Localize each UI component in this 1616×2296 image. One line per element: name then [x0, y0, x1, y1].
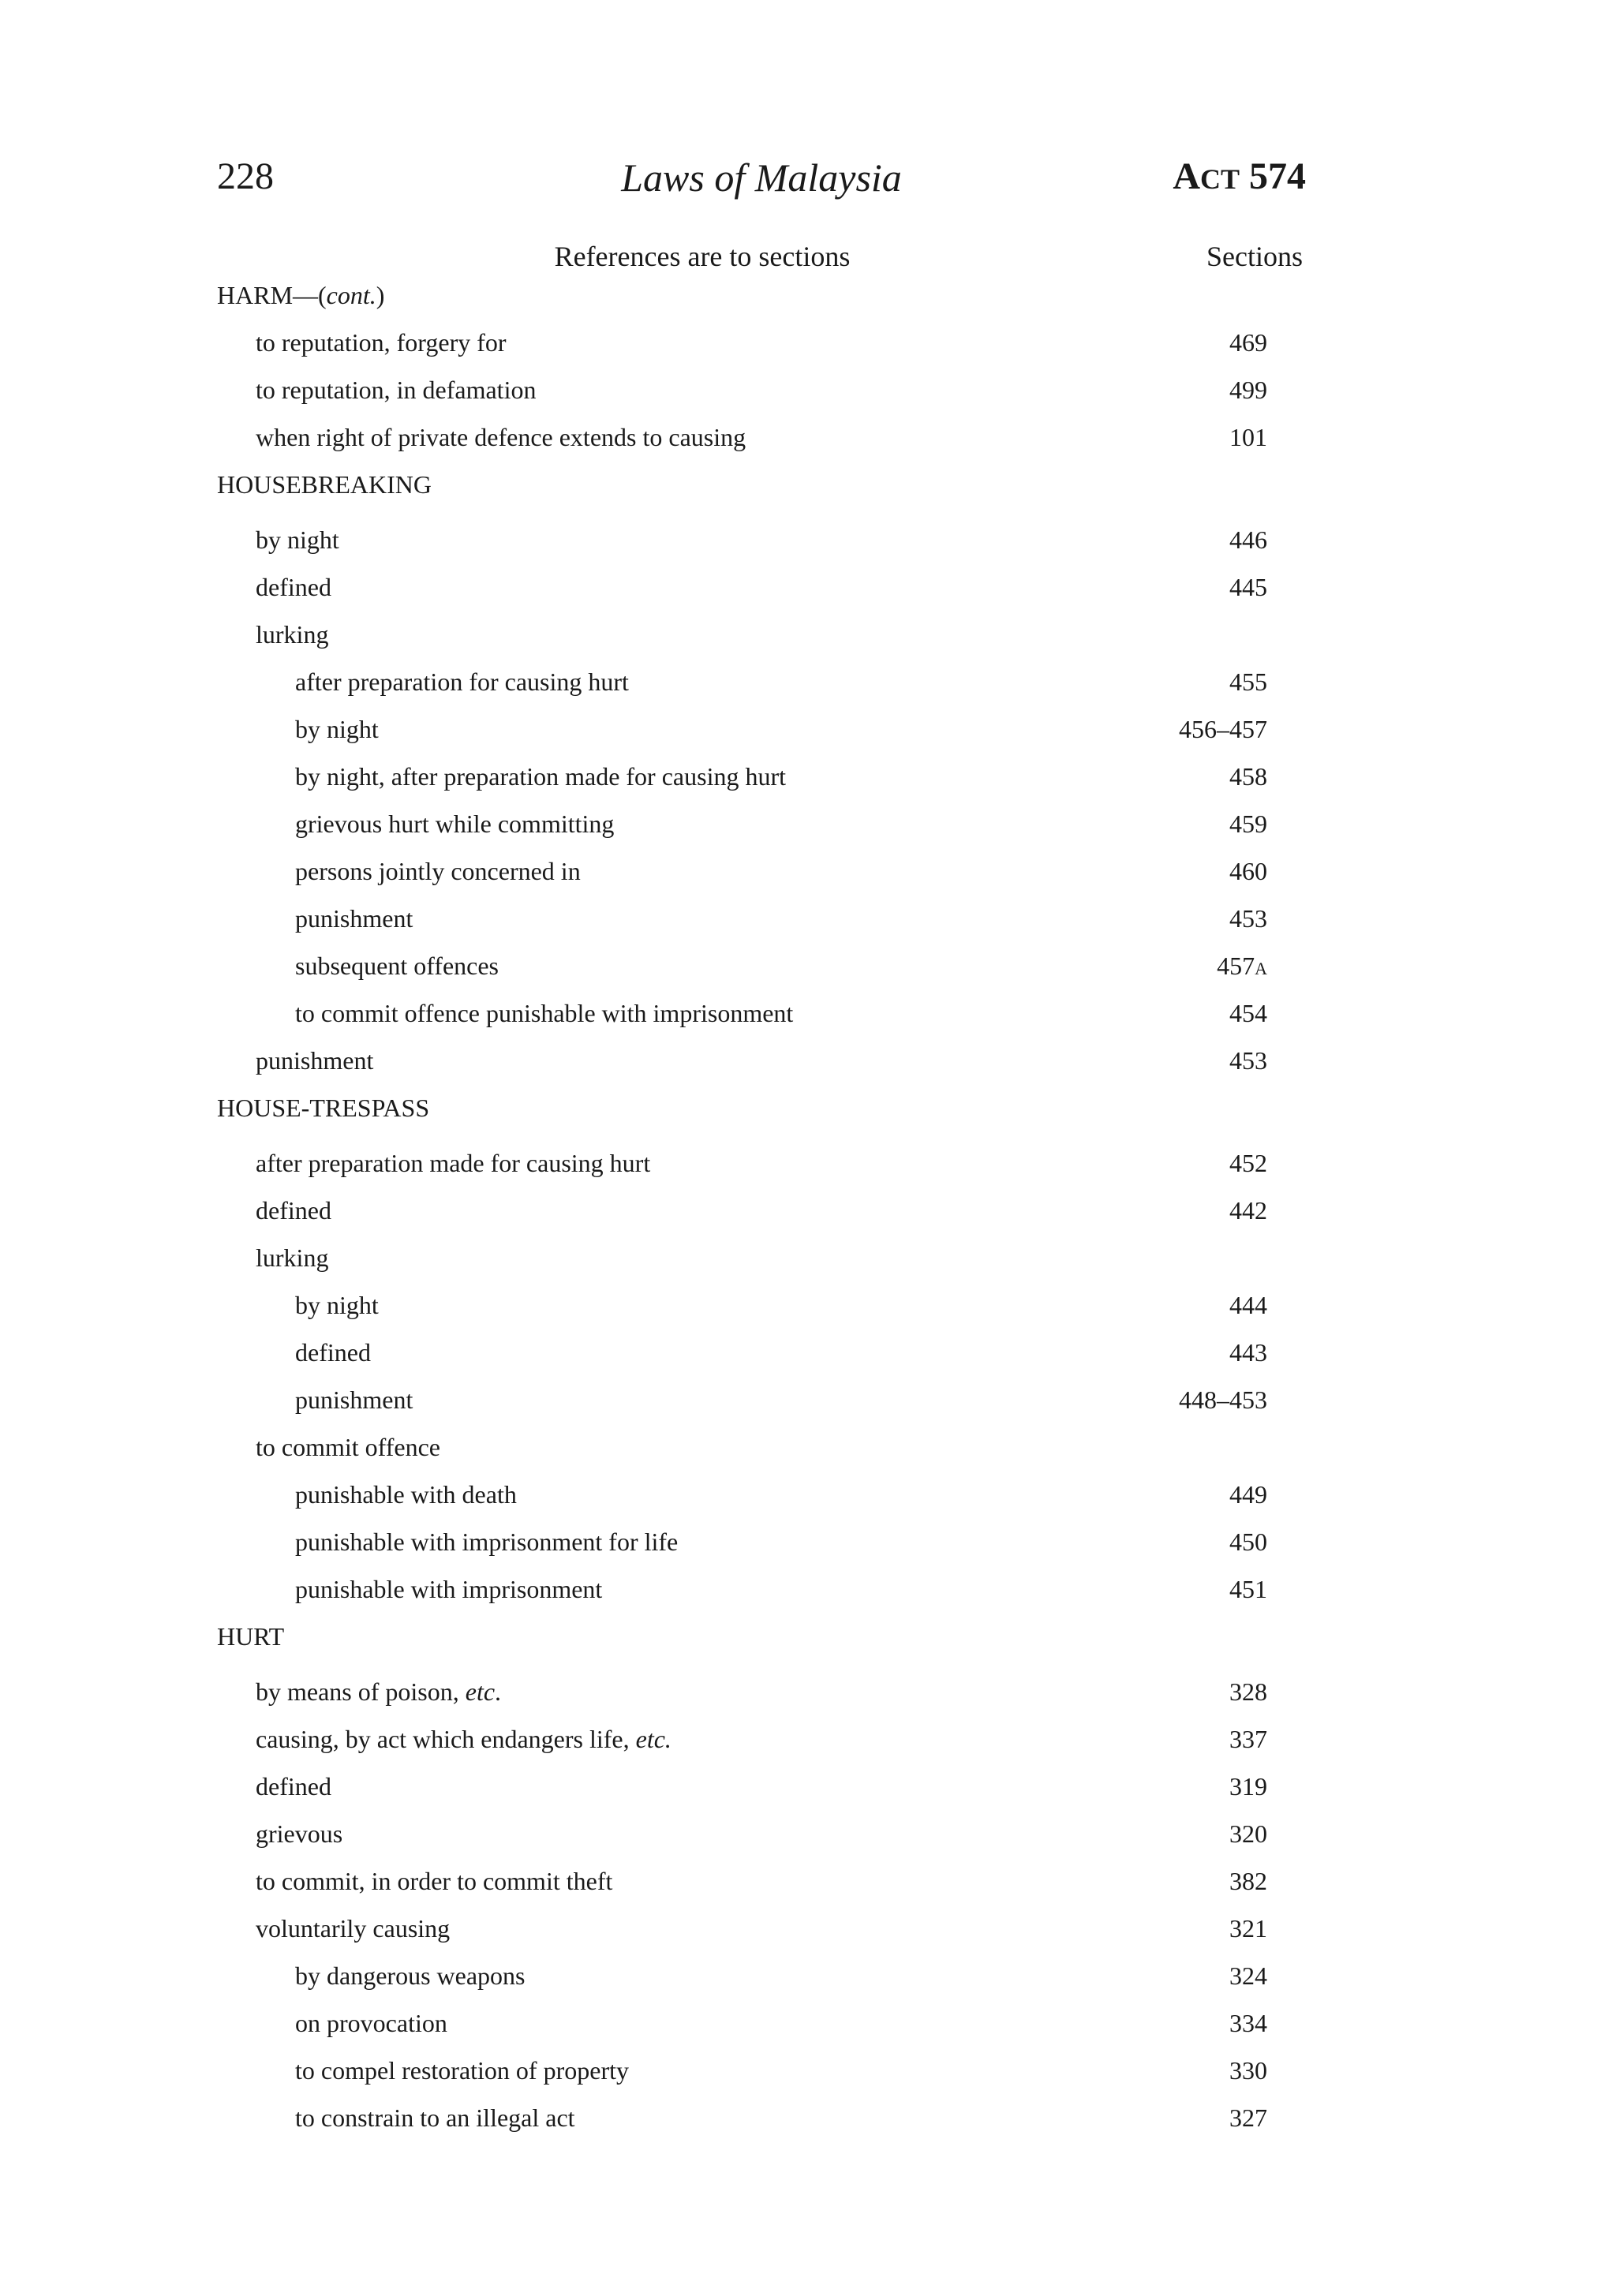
entry-term: grievous hurt while committing [295, 810, 615, 838]
entry-term: after preparation made for causing hurt [256, 1149, 651, 1177]
entry-term: punishable with imprisonment for life [295, 1528, 679, 1556]
entry-section-ref: 321 [1229, 1914, 1267, 1943]
entry-section-ref: 456–457 [1179, 715, 1267, 743]
entry-section-ref: 320 [1229, 1819, 1267, 1848]
entry-term: subsequent offences [295, 952, 499, 980]
act-prefix-big: A [1173, 155, 1200, 197]
index-entry [217, 1381, 1267, 1428]
entry-section-ref: 452 [1229, 1149, 1267, 1177]
entry-term: HARM—(cont.) [217, 281, 385, 309]
entry-section-ref: 446 [1229, 525, 1267, 554]
index-entry [217, 2004, 1267, 2051]
entry-section-ref: 453 [1229, 904, 1267, 933]
index-entry [217, 521, 1267, 568]
page-number: 228 [217, 155, 274, 197]
index-entry [217, 2099, 1267, 2146]
index-entry [217, 1673, 1267, 1720]
entry-section-ref: 337 [1229, 1725, 1267, 1753]
entry-section-ref: 444 [1229, 1291, 1267, 1319]
index-entry [217, 805, 1267, 852]
entry-section-ref: 445 [1229, 573, 1267, 601]
entry-term: to constrain to an illegal act [295, 2103, 575, 2132]
entry-term: by night [256, 525, 339, 554]
entry-term: voluntarily causing [256, 1914, 451, 1943]
index-list [217, 276, 1267, 2146]
index-heading [217, 1089, 1267, 1144]
entry-section-ref: 451 [1229, 1575, 1267, 1603]
index-entry [217, 899, 1267, 947]
entry-term: HOUSEBREAKING [217, 470, 432, 499]
entry-term: persons jointly concerned in [295, 857, 581, 885]
entry-term: punishable with imprisonment [295, 1575, 603, 1603]
entry-section-ref: 499 [1229, 376, 1267, 404]
entry-term: to commit, in order to commit theft [256, 1867, 613, 1895]
index-entry [217, 1191, 1267, 1239]
entry-term: causing, by act which endangers life, etc. [256, 1725, 671, 1753]
entry-term: grievous [256, 1819, 343, 1848]
entry-section-ref: 330 [1229, 2056, 1267, 2085]
index-entry [217, 1909, 1267, 1957]
index-entry [217, 1957, 1267, 2004]
index-entry [217, 615, 1267, 663]
sections-column-label: Sections [1206, 241, 1303, 272]
entry-section-ref: 448–453 [1179, 1385, 1267, 1414]
entry-term: after preparation for causing hurt [295, 667, 629, 696]
index-entry [217, 1862, 1267, 1909]
index-entry [217, 568, 1267, 615]
index-entry [217, 1767, 1267, 1815]
act-prefix-small: CT [1199, 163, 1240, 195]
index-heading [217, 466, 1267, 521]
entry-term: by night [295, 715, 379, 743]
index-entry [217, 1523, 1267, 1570]
entry-term: punishable with death [295, 1480, 517, 1509]
page-title: Laws of Malaysia [621, 155, 902, 200]
entry-section-ref: 101 [1229, 423, 1267, 451]
entry-section-ref: 457A [1217, 952, 1267, 980]
entry-section-ref: 324 [1229, 1961, 1267, 1990]
act-number: 574 [1249, 155, 1306, 197]
index-entry [217, 1144, 1267, 1191]
entry-section-ref: 442 [1229, 1196, 1267, 1225]
entry-term: lurking [256, 620, 329, 649]
entry-section-ref: 328 [1229, 1677, 1267, 1706]
references-note: References are to sections [554, 241, 851, 272]
index-heading [217, 276, 1267, 323]
index-entry [217, 710, 1267, 757]
entry-section-ref: 459 [1229, 810, 1267, 838]
entry-term: punishment [295, 904, 413, 933]
index-entry [217, 1239, 1267, 1286]
entry-term: defined [295, 1338, 371, 1367]
entry-section-ref: 334 [1229, 2009, 1267, 2037]
entry-section-ref: 443 [1229, 1338, 1267, 1367]
entry-term: by night [295, 1291, 379, 1319]
entry-section-ref: 460 [1229, 857, 1267, 885]
entry-term: lurking [256, 1243, 329, 1272]
entry-term: to reputation, in defamation [256, 376, 537, 404]
entry-section-ref: 458 [1229, 762, 1267, 791]
entry-section-ref: 455 [1229, 667, 1267, 696]
entry-term: to commit offence [256, 1433, 440, 1461]
entry-term: to compel restoration of property [295, 2056, 629, 2085]
index-entry [217, 1333, 1267, 1381]
entry-term: to reputation, forgery for [256, 328, 507, 357]
index-entry [217, 757, 1267, 805]
index-entry [217, 371, 1267, 418]
index-heading [217, 1617, 1267, 1673]
entry-term: on provocation [295, 2009, 447, 2037]
index-entry [217, 2051, 1267, 2099]
entry-term: by night, after preparation made for causing hurt [295, 762, 786, 791]
entry-section-ref: 454 [1229, 999, 1267, 1027]
entry-section-ref: 469 [1229, 328, 1267, 357]
entry-section-ref: 382 [1229, 1867, 1267, 1895]
entry-term: HOUSE-TRESPASS [217, 1094, 430, 1122]
index-entry [217, 1815, 1267, 1862]
column-headers [217, 240, 1306, 279]
index-entry [217, 1041, 1267, 1089]
act-label [1173, 155, 1306, 198]
entry-section-ref: 327 [1229, 2103, 1267, 2132]
entry-section-ref: 450 [1229, 1528, 1267, 1556]
index-entry [217, 994, 1267, 1041]
entry-term: to commit offence punishable with imprisonment [295, 999, 794, 1027]
index-entry [217, 1428, 1267, 1475]
entry-term: by means of poison, etc. [256, 1677, 502, 1706]
entry-section-ref: 453 [1229, 1046, 1267, 1075]
index-entry [217, 1286, 1267, 1333]
page-header [217, 155, 1306, 210]
index-entry [217, 1570, 1267, 1617]
entry-term: defined [256, 1772, 331, 1801]
entry-term: by dangerous weapons [295, 1961, 526, 1990]
index-entry [217, 1475, 1267, 1523]
entry-term: when right of private defence extends to causing [256, 423, 746, 451]
index-entry [217, 1720, 1267, 1767]
entry-term: defined [256, 1196, 331, 1225]
index-entry [217, 418, 1267, 466]
entry-term: HURT [217, 1622, 285, 1651]
entry-section-ref: 449 [1229, 1480, 1267, 1509]
entry-section-ref: 319 [1229, 1772, 1267, 1801]
entry-term: defined [256, 573, 331, 601]
index-entry [217, 663, 1267, 710]
index-entry [217, 947, 1267, 994]
entry-term: punishment [256, 1046, 374, 1075]
entry-term: punishment [295, 1385, 413, 1414]
index-entry [217, 852, 1267, 899]
index-entry [217, 323, 1267, 371]
